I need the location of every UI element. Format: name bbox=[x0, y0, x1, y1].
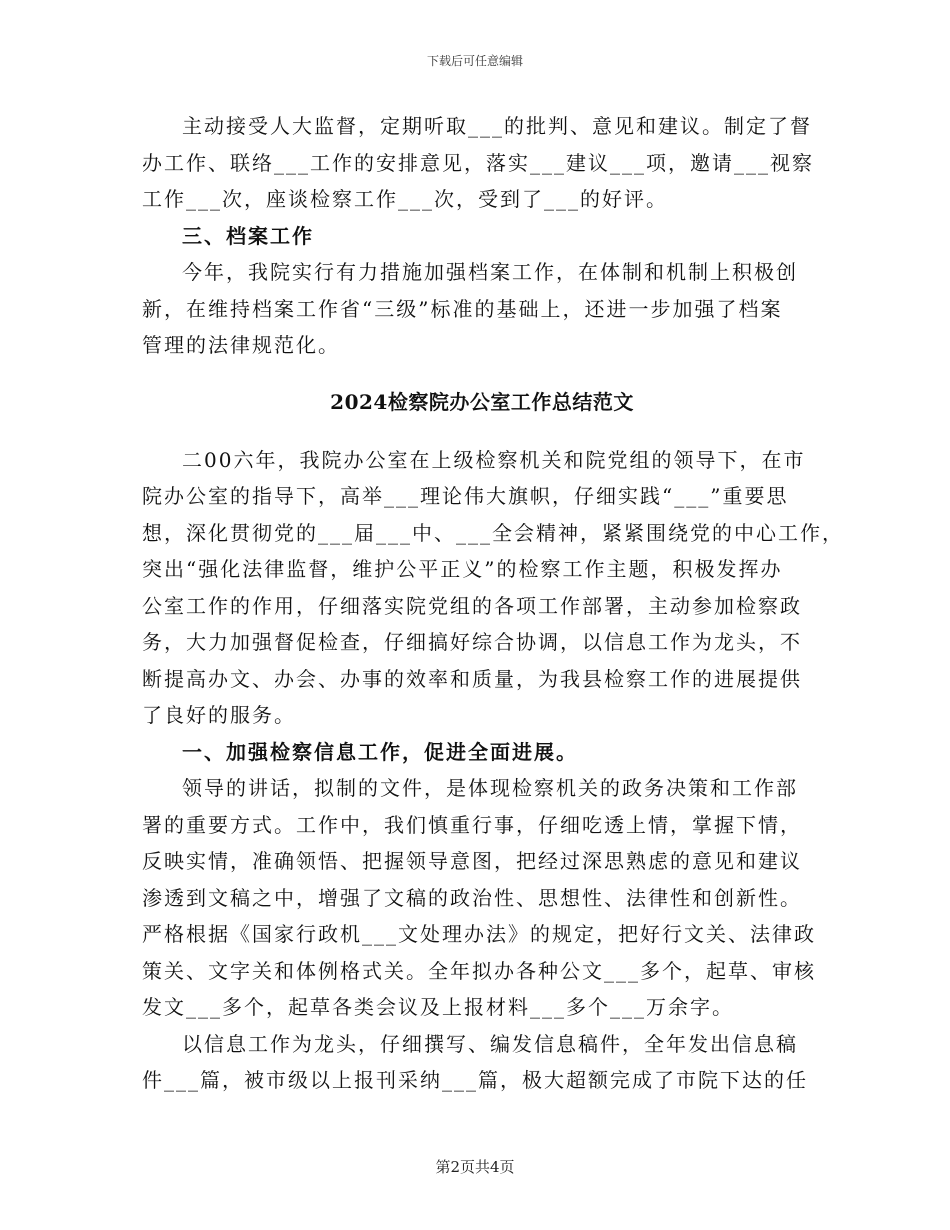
text-line: 二00六年，我院办公室在上级检察机关和院党组的领导下，在市 bbox=[182, 447, 806, 472]
text-line: 件___篇，被市级以上报刊采纳___篇，极大超额完成了市院下达的任 bbox=[142, 1068, 808, 1092]
text-line: 院办公室的指导下，高举___理论伟大旗帜，仔细实践“___”重要思 bbox=[142, 484, 789, 508]
paragraph-documents bbox=[142, 770, 822, 1026]
paragraph-supervision bbox=[142, 108, 822, 218]
text-line: 办工作、联络___工作的安排意见，落实___建议___项，邀请___视察 bbox=[142, 150, 814, 175]
section-heading-archives: 三、档案工作 bbox=[182, 223, 314, 248]
text-line: 断提高办文、办会、办事的效率和质量，为我县检察工作的进展提供 bbox=[142, 666, 802, 691]
text-line: 发文___多个，起草各类会议及上报材料___多个___万余字。 bbox=[142, 995, 734, 1019]
text-line: 公室工作的作用，仔细落实院党组的各项工作部署，主动参加检察政 bbox=[142, 593, 802, 618]
text-line: 渗透到文稿之中，增强了文稿的政治性、思想性、法律性和创新性。 bbox=[142, 885, 802, 910]
text-line: 今年，我院实行有力措施加强档案工作，在体制和机制上积极创 bbox=[182, 260, 798, 284]
paragraph-archives bbox=[142, 254, 822, 364]
text-line: 主动接受人大监督，定期听取___的批判、意见和建议。制定了督 bbox=[182, 114, 812, 138]
text-line: 突出“强化法律监督，维护公平正义”的检察工作主题，积极发挥办 bbox=[142, 557, 783, 581]
text-line: 领导的讲话，拟制的文件，是体现检察机关的政务决策和工作部 bbox=[182, 776, 798, 800]
text-line: 署的重要方式。工作中，我们慎重行事，仔细吃透上情，掌握下情， bbox=[142, 812, 802, 837]
document-body bbox=[142, 108, 844, 1099]
paragraph-information-work bbox=[142, 1026, 822, 1099]
section-heading-information: 一、加强检察信息工作，促进全面进展。 bbox=[182, 739, 578, 764]
text-line: 工作___次，座谈检察工作___次，受到了___的好评。 bbox=[142, 187, 668, 211]
page-footer: 第2页共4页 bbox=[435, 1158, 515, 1176]
text-line: 管理的法律规范化。 bbox=[142, 333, 340, 357]
page-header: 下载后可任意编辑 bbox=[426, 54, 523, 68]
text-line: 新，在维持档案工作省“三级”标准的基础上，还进一步加强了档案 bbox=[142, 296, 783, 321]
text-line: 了良好的服务。 bbox=[142, 703, 296, 727]
document-title: 2024检察院办公室工作总结范文 bbox=[330, 389, 634, 414]
text-line: 务，大力加强督促检查，仔细搞好综合协调，以信息工作为龙头，不 bbox=[142, 630, 802, 654]
text-line: 反映实情，准确领悟、把握领导意图，把经过深思熟虑的意见和建议 bbox=[142, 849, 802, 873]
text-line: 以信息工作为龙头，仔细撰写、编发信息稿件，全年发出信息稿 bbox=[182, 1031, 798, 1056]
paragraph-intro bbox=[142, 442, 844, 734]
text-line: 策关、文字关和体例格式关。全年拟办各种公文___多个，起草、审核 bbox=[142, 958, 816, 983]
text-line: 严格根据《国家行政机___文处理办法》的规定，把好行文关、法律政 bbox=[142, 922, 816, 946]
text-line: 想，深化贯彻党的___届___中、___全会精神，紧紧围绕党的中心工作， bbox=[142, 520, 844, 545]
